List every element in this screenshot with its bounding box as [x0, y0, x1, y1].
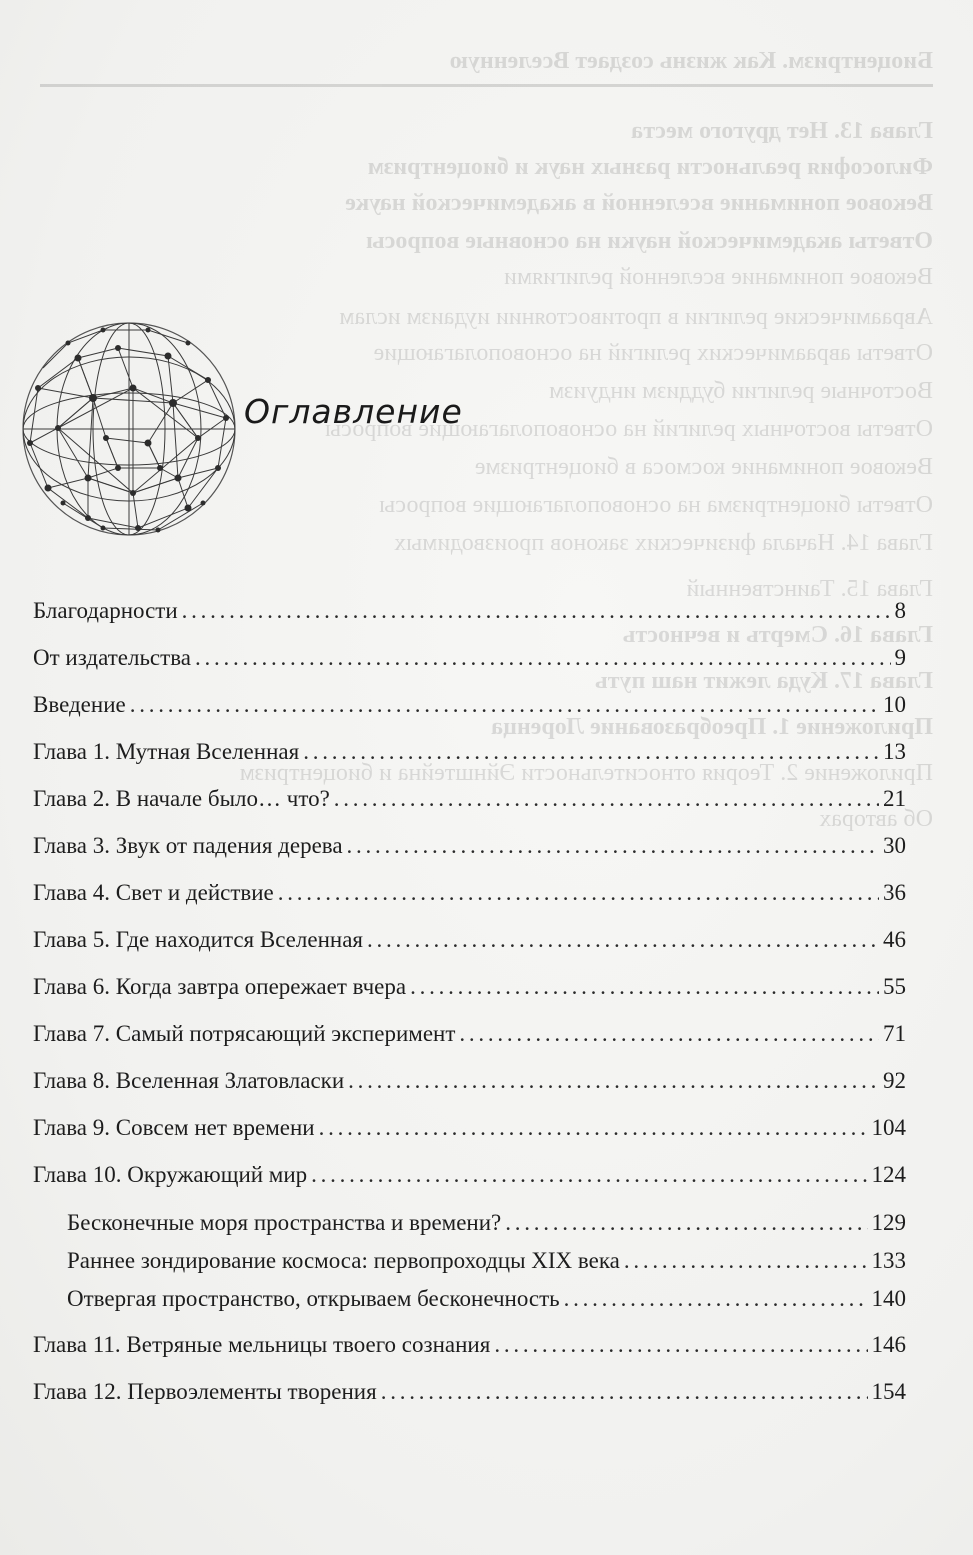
- ghost-line: Об авторах: [819, 806, 933, 832]
- toc-entry-label: Глава 4. Свет и действие: [33, 880, 274, 905]
- ghost-line: Вековое понимание вселенной в академической науке: [345, 190, 933, 216]
- ghost-line: Философия реальности разных наук и биоцентризм: [367, 154, 933, 180]
- ghost-line: Глава 14. Начала физических законов производимых: [394, 530, 933, 556]
- toc-leader-dots: [319, 1112, 868, 1144]
- toc-leader-dots: [303, 736, 879, 768]
- toc-entry-page: 46: [883, 927, 906, 952]
- toc-leader-dots: [494, 1329, 867, 1361]
- toc-entry-label: Введение: [33, 692, 126, 717]
- toc-leader-dots: [182, 595, 891, 627]
- toc-leader-dots: [459, 1018, 879, 1050]
- toc-subentry[interactable]: [67, 1245, 906, 1277]
- toc-entry-page: 140: [871, 1286, 906, 1311]
- toc-leader-dots: [130, 689, 879, 721]
- ghost-line: Авраамические религии в противостоянии иудаизм ислам: [339, 304, 933, 330]
- toc-leader-dots: [348, 1065, 879, 1097]
- toc-entry-page: 129: [871, 1210, 906, 1235]
- ghost-line: Ответы академической науки на основные вопросы: [365, 228, 933, 254]
- ghost-line: Ответы биоцентризма на основополагающие вопросы: [379, 492, 933, 518]
- ghost-line: Восточные религии буддизм индуизм: [549, 378, 933, 404]
- toc-entry-label: Отвергая пространство, открываем бесконечность: [67, 1286, 560, 1311]
- toc-title: Оглавление: [244, 392, 463, 431]
- toc-entry[interactable]: [33, 1376, 906, 1408]
- toc-entry-label: Глава 12. Первоэлементы творения: [33, 1379, 377, 1404]
- toc-leader-dots: [334, 783, 879, 815]
- toc-entry-page: 13: [883, 739, 906, 764]
- toc-leader-dots: [624, 1245, 868, 1277]
- toc-entry[interactable]: [33, 642, 906, 674]
- ghost-line: Вековое понимание вселенной религиями: [504, 264, 933, 290]
- network-globe-icon: [18, 318, 240, 540]
- toc-entry-label: Глава 1. Мутная Вселенная: [33, 739, 300, 764]
- toc-entry-page: 104: [871, 1115, 906, 1140]
- toc-entry-page: 71: [883, 1021, 906, 1046]
- toc-leader-dots: [278, 877, 879, 909]
- toc-subentry[interactable]: [67, 1207, 906, 1239]
- toc-leader-dots: [367, 924, 879, 956]
- ghost-line: Ответы восточных религий на основополагающие вопросы: [325, 416, 933, 442]
- toc-entry-page: 133: [871, 1248, 906, 1273]
- toc-entry[interactable]: [33, 1112, 906, 1144]
- toc-entry[interactable]: [33, 877, 906, 909]
- ghost-line: Глава 13. Нет другого места: [631, 118, 933, 144]
- toc-entry[interactable]: [33, 924, 906, 956]
- toc-entry[interactable]: [33, 1065, 906, 1097]
- toc-entry-page: 36: [883, 880, 906, 905]
- toc-entry[interactable]: [33, 689, 906, 721]
- toc-entry-page: 30: [883, 833, 906, 858]
- toc-entry-label: Глава 10. Окружающий мир: [33, 1162, 308, 1187]
- ghost-line: Приложение 2. Теория относительности Эйнштейна и биоцентризм: [239, 760, 933, 786]
- toc-leader-dots: [381, 1376, 868, 1408]
- toc-entry[interactable]: [33, 1018, 906, 1050]
- toc-entry-page: 21: [883, 786, 906, 811]
- toc-leader-dots: [195, 642, 891, 674]
- toc-entry-page: 92: [883, 1068, 906, 1093]
- toc-subentry[interactable]: [67, 1283, 906, 1315]
- toc-entry[interactable]: [33, 736, 906, 768]
- toc-entry-page: 154: [871, 1379, 906, 1404]
- ghost-line: Глава 16. Смерть и вечность: [622, 622, 933, 648]
- toc-leader-dots: [564, 1283, 868, 1315]
- toc-entry[interactable]: [33, 595, 906, 627]
- toc-entry[interactable]: [33, 783, 906, 815]
- toc-leader-dots: [410, 971, 879, 1003]
- toc-leader-dots: [505, 1207, 867, 1239]
- toc-entry[interactable]: [33, 1329, 906, 1361]
- toc-entry[interactable]: [33, 830, 906, 862]
- toc-entry-label: Глава 11. Ветряные мельницы твоего сознания: [33, 1332, 491, 1357]
- ghost-line: Приложение 1. Преобразование Лоренца: [491, 714, 933, 740]
- toc-entry-label: Глава 6. Когда завтра опережает вчера: [33, 974, 407, 999]
- toc-entry-label: Глава 8. Вселенная Златовласки: [33, 1068, 345, 1093]
- toc-entry[interactable]: [33, 971, 906, 1003]
- toc-entry-page: 9: [894, 645, 906, 670]
- toc-entry-label: Глава 7. Самый потрясающий эксперимент: [33, 1021, 456, 1046]
- toc-entry-label: Раннее зондирование космоса: первопроходцы XIX века: [67, 1248, 620, 1273]
- toc-leader-dots: [347, 830, 879, 862]
- toc-entry-label: Глава 9. Совсем нет времени: [33, 1115, 315, 1140]
- toc-entry-label: Глава 3. Звук от падения дерева: [33, 833, 343, 858]
- toc-entry-page: 8: [894, 598, 906, 623]
- toc-entry-page: 124: [871, 1162, 906, 1187]
- ghost-line: Биоцентризм. Как жизнь создает Вселенную: [449, 48, 933, 74]
- ghost-line: Ответы авраамических религий на основополагающие: [373, 340, 933, 366]
- toc-entry-label: От издательства: [33, 645, 191, 670]
- toc-leader-dots: [311, 1159, 867, 1191]
- ghost-line: Глава 15. Таинственный: [686, 576, 933, 602]
- toc-entry-label: Глава 5. Где находится Вселенная: [33, 927, 363, 952]
- toc-entry-label: Глава 2. В начале было… что?: [33, 786, 330, 811]
- toc-entry[interactable]: [33, 1159, 906, 1191]
- toc-entry-page: 10: [883, 692, 906, 717]
- toc-entry-page: 55: [883, 974, 906, 999]
- toc-entry-label: Благодарности: [33, 598, 178, 623]
- ghost-line: Глава 17. Куда лежит наш путь: [595, 668, 933, 694]
- ghost-line: Вековое понимание космоса в биоцентризме: [474, 454, 933, 480]
- ghost-rule: [40, 84, 933, 87]
- toc-entry-page: 146: [871, 1332, 906, 1357]
- toc-entry-label: Бесконечные моря пространства и времени?: [67, 1210, 502, 1235]
